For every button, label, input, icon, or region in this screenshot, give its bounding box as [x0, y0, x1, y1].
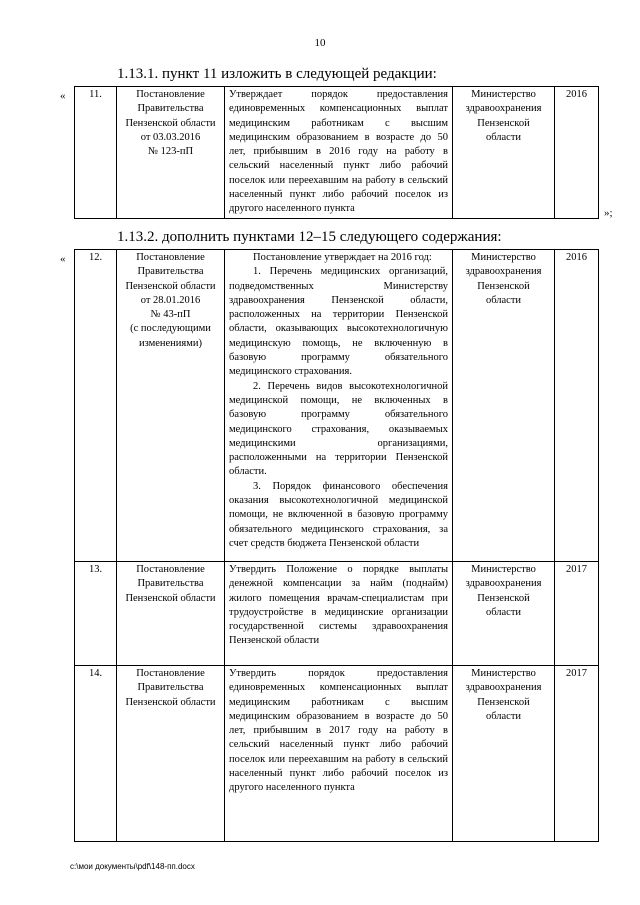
organization-line: Пензенской — [477, 117, 530, 129]
description-cell — [225, 250, 453, 562]
document-line: Пензенской области — [125, 117, 216, 129]
document-line: от 03.03.2016 — [140, 131, 201, 143]
row-number: 11. — [75, 87, 117, 219]
year-cell: 2017 — [555, 666, 599, 842]
document-line: Правительства — [137, 103, 204, 115]
description-item: 2. Перечень видов высокотехнологичной медицинской помощи, не включенных в базовую программу обязательного медицинского страхования, оказываемых медицинскими организациями, расположенными на территории Пензенской области. — [229, 380, 448, 478]
section-heading-1: 1.13.1. пункт 11 изложить в следующей редакции: — [117, 66, 437, 82]
organization-line: здравоохранения — [465, 682, 542, 694]
year-cell: 2017 — [555, 562, 599, 666]
document-line: Постановление — [136, 252, 205, 263]
description-item: 1. Перечень медицинских организаций, подведомственных Министерству здравоохранения Пензенской области, расположенных на территории Пензенской области, оказывающих высокотехнологичную медицинскую помощь, не включенную в базовую программу обязательного медицинского страхования. — [229, 266, 448, 378]
year-cell: 2016 — [555, 87, 599, 219]
organization-line: области — [485, 131, 522, 143]
section-heading-2: 1.13.2. дополнить пунктами 12–15 следующего содержания: — [117, 229, 502, 245]
document-line: изменениями) — [138, 337, 203, 349]
organization-cell — [453, 250, 555, 562]
document-line: Пензенской области — [125, 280, 216, 292]
row-number: 12. — [75, 250, 117, 562]
row-number: 13. — [75, 562, 117, 666]
organization-line: Пензенской — [477, 592, 530, 604]
document-line: Правительства — [137, 578, 204, 590]
document-line: Постановление — [136, 668, 205, 679]
organization-cell — [453, 87, 555, 219]
document-line: Постановление — [136, 89, 205, 100]
open-quote-2: « — [60, 253, 66, 265]
organization-line: области — [485, 294, 522, 306]
organization-line: Министерство — [471, 252, 536, 263]
document-cell — [117, 250, 225, 562]
document-line: Пензенской области — [125, 696, 216, 708]
document-line: Правительства — [137, 682, 204, 694]
description-cell: Утвердить Положение о порядке выплаты денежной компенсации за найм (поднайм) жилого помещения врачам-специалистам при трудоустройстве в медицинские организации государственной системы здравоохранения Пензенской области — [225, 562, 453, 666]
description-cell: Утвердить порядок предоставления единовременных компенсационных выплат медицинским работникам с высшим медицинским образованием в возрасте до 50 лет, прибывшим в 2017 году на работу в сельский населенный пункт либо рабочий поселок или переехавшим на работу в сельский населенный пункт либо рабочий поселок из другого населенного пункта — [225, 666, 453, 842]
organization-line: здравоохранения — [465, 266, 542, 278]
organization-line: Министерство — [471, 89, 536, 100]
document-line: Пензенской области — [125, 592, 216, 604]
document-cell — [117, 666, 225, 842]
description-item: 3. Порядок финансового обеспечения оказания высокотехнологичной медицинской помощи, не включенной в базовую программу обязательного медицинского страхования, за счет средств бюджета Пензенской области — [229, 480, 448, 549]
footer-file-path: c:\мои документы\pdf\148-пп.docx — [70, 862, 195, 871]
table-row — [75, 562, 599, 666]
open-quote-1: « — [60, 90, 66, 102]
description-cell: Утверждает порядок предоставления единовременных компенсационных выплат медицинским работникам с высшим медицинским образованием в возрасте до 50 лет, прибывшим в 2016 году на работу в сельский населенный пункт либо рабочий поселок или переехавшим на работу в сельский населенный пункт либо рабочий поселок из другого населенного пункта — [225, 87, 453, 219]
document-cell — [117, 87, 225, 219]
organization-line: Пензенской — [477, 280, 530, 292]
page-number: 10 — [314, 37, 326, 49]
document-line: Постановление — [136, 564, 205, 575]
document-line: № 43-пП — [150, 309, 191, 321]
document-line: от 28.01.2016 — [140, 294, 201, 306]
table-row — [75, 666, 599, 842]
document-cell — [117, 562, 225, 666]
year-cell: 2016 — [555, 250, 599, 562]
table-row — [75, 250, 599, 562]
organization-line: Министерство — [471, 564, 536, 575]
organization-line: здравоохранения — [465, 103, 542, 115]
close-quote-1: »; — [604, 207, 613, 219]
organization-line: Министерство — [471, 668, 536, 679]
document-line: (с последующими — [130, 323, 211, 335]
organization-line: области — [485, 710, 522, 722]
table-section-2 — [74, 249, 599, 842]
organization-line: здравоохранения — [465, 578, 542, 590]
organization-line: Пензенской — [477, 696, 530, 708]
row-number: 14. — [75, 666, 117, 842]
document-line: № 123-пП — [147, 146, 194, 158]
organization-line: области — [485, 606, 522, 618]
organization-cell — [453, 562, 555, 666]
table-section-1 — [74, 86, 599, 219]
organization-cell — [453, 666, 555, 842]
description-intro: Постановление утверждает на 2016 год: — [253, 252, 432, 263]
document-line: Правительства — [137, 266, 204, 278]
table-row — [75, 87, 599, 219]
